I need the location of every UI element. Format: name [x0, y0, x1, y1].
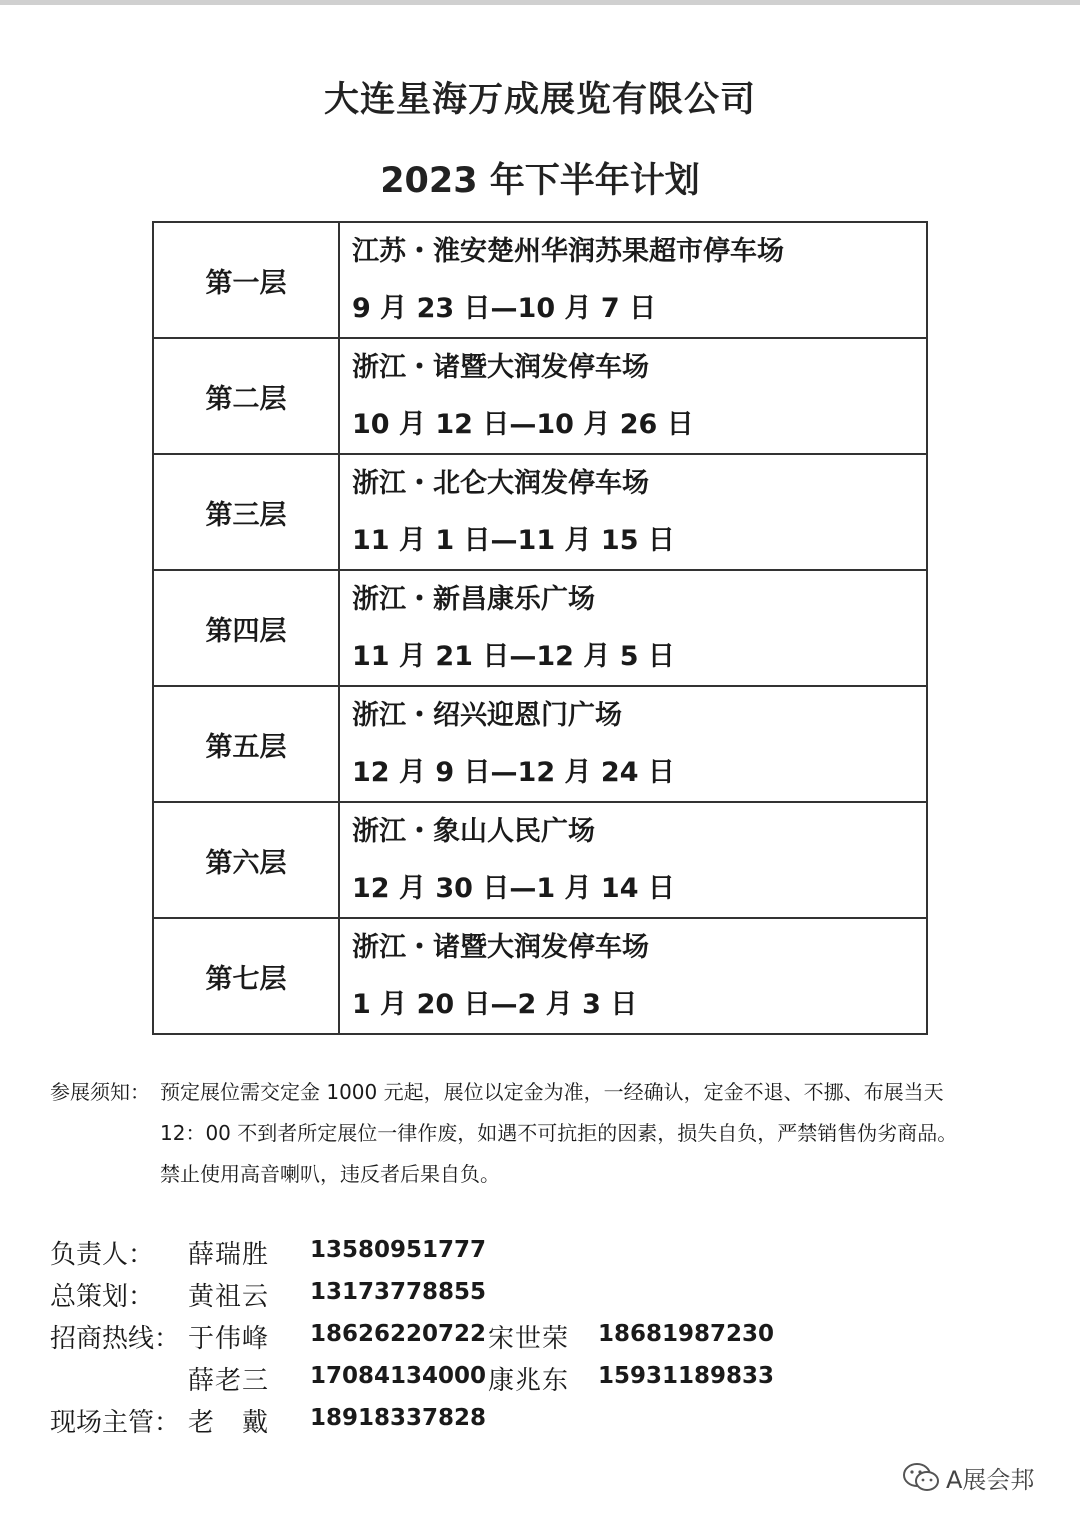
- contact-role: 现场主管：: [50, 1408, 181, 1438]
- table-row: [153, 570, 927, 686]
- notice-label: 参展须知：: [50, 1080, 150, 1104]
- venue-name: 江苏・淮安楚州华润苏果超市停车场: [352, 236, 784, 267]
- table-row: [153, 802, 927, 918]
- floor-label: 第一层: [153, 222, 339, 338]
- contact-phone: 13580951777: [310, 1237, 487, 1263]
- table-row: [153, 918, 927, 1034]
- venue-name: 浙江・诸暨大润发停车场: [352, 352, 649, 383]
- contact-name: 老 戴: [188, 1408, 270, 1438]
- contact-name: 黄祖云: [188, 1282, 270, 1312]
- event-dates: 9 月 23 日—10 月 7 日: [352, 293, 657, 324]
- event-dates: 1 月 20 日—2 月 3 日: [352, 989, 638, 1020]
- event-dates: 12 月 9 日—12 月 24 日: [352, 757, 675, 788]
- contact-name: 于伟峰: [188, 1324, 270, 1354]
- event-info: [339, 570, 927, 686]
- notice-line: 预定展位需交定金 1000 元起，展位以定金为准，一经确认，定金不退、不挪、布展当天: [160, 1080, 944, 1104]
- plan-title: 2023 年下半年计划: [380, 161, 700, 201]
- floor-label: 第三层: [153, 454, 339, 570]
- event-dates: 12 月 30 日—1 月 14 日: [352, 873, 675, 904]
- event-info: [339, 222, 927, 338]
- schedule-table: [152, 221, 928, 1035]
- notice-line: 禁止使用高音喇叭，违反者后果自负。: [160, 1162, 500, 1186]
- contact-role: 总策划：: [50, 1282, 155, 1312]
- table-row: [153, 338, 927, 454]
- venue-name: 浙江・北仑大润发停车场: [352, 468, 649, 499]
- contact-phone: 18626220722: [310, 1321, 487, 1347]
- event-info: [339, 918, 927, 1034]
- event-info: [339, 454, 927, 570]
- floor-label: 第五层: [153, 686, 339, 802]
- venue-name: 浙江・象山人民广场: [352, 816, 595, 847]
- contact-phone: 13173778855: [310, 1279, 487, 1305]
- venue-name: 浙江・新昌康乐广场: [352, 584, 595, 615]
- event-dates: 11 月 21 日—12 月 5 日: [352, 641, 675, 672]
- notice-line: 12：00 不到者所定展位一律作废，如遇不可抗拒的因素，损失自负，严禁销售伪劣商品。: [160, 1121, 958, 1145]
- venue-name: 浙江・绍兴迎恩门广场: [352, 700, 622, 731]
- contact-phone: 17084134000: [310, 1363, 487, 1389]
- table-row: [153, 222, 927, 338]
- event-info: [339, 686, 927, 802]
- floor-label: 第二层: [153, 338, 339, 454]
- wechat-icon: [902, 1462, 940, 1494]
- venue-name: 浙江・诸暨大润发停车场: [352, 932, 649, 963]
- table-row: [153, 454, 927, 570]
- contact-phone-secondary: 18681987230: [598, 1321, 775, 1347]
- contact-role: 招商热线：: [50, 1324, 181, 1354]
- contact-role: 负责人：: [50, 1240, 155, 1270]
- contact-name-secondary: 宋世荣: [488, 1324, 570, 1354]
- event-dates: 10 月 12 日—10 月 26 日: [352, 409, 694, 440]
- event-dates: 11 月 1 日—11 月 15 日: [352, 525, 675, 556]
- contact-name: 薛老三: [188, 1366, 270, 1396]
- contact-phone-secondary: 15931189833: [598, 1363, 775, 1389]
- contact-name-secondary: 康兆东: [488, 1366, 570, 1396]
- watermark-text: A展会邦: [946, 1466, 1035, 1494]
- table-row: [153, 686, 927, 802]
- floor-label: 第六层: [153, 802, 339, 918]
- contact-name: 薛瑞胜: [188, 1240, 270, 1270]
- event-info: [339, 802, 927, 918]
- company-title: 大连星海万成展览有限公司: [323, 80, 756, 120]
- floor-label: 第四层: [153, 570, 339, 686]
- floor-label: 第七层: [153, 918, 339, 1034]
- event-info: [339, 338, 927, 454]
- scan-top-edge: [0, 0, 1080, 5]
- contact-phone: 18918337828: [310, 1405, 487, 1431]
